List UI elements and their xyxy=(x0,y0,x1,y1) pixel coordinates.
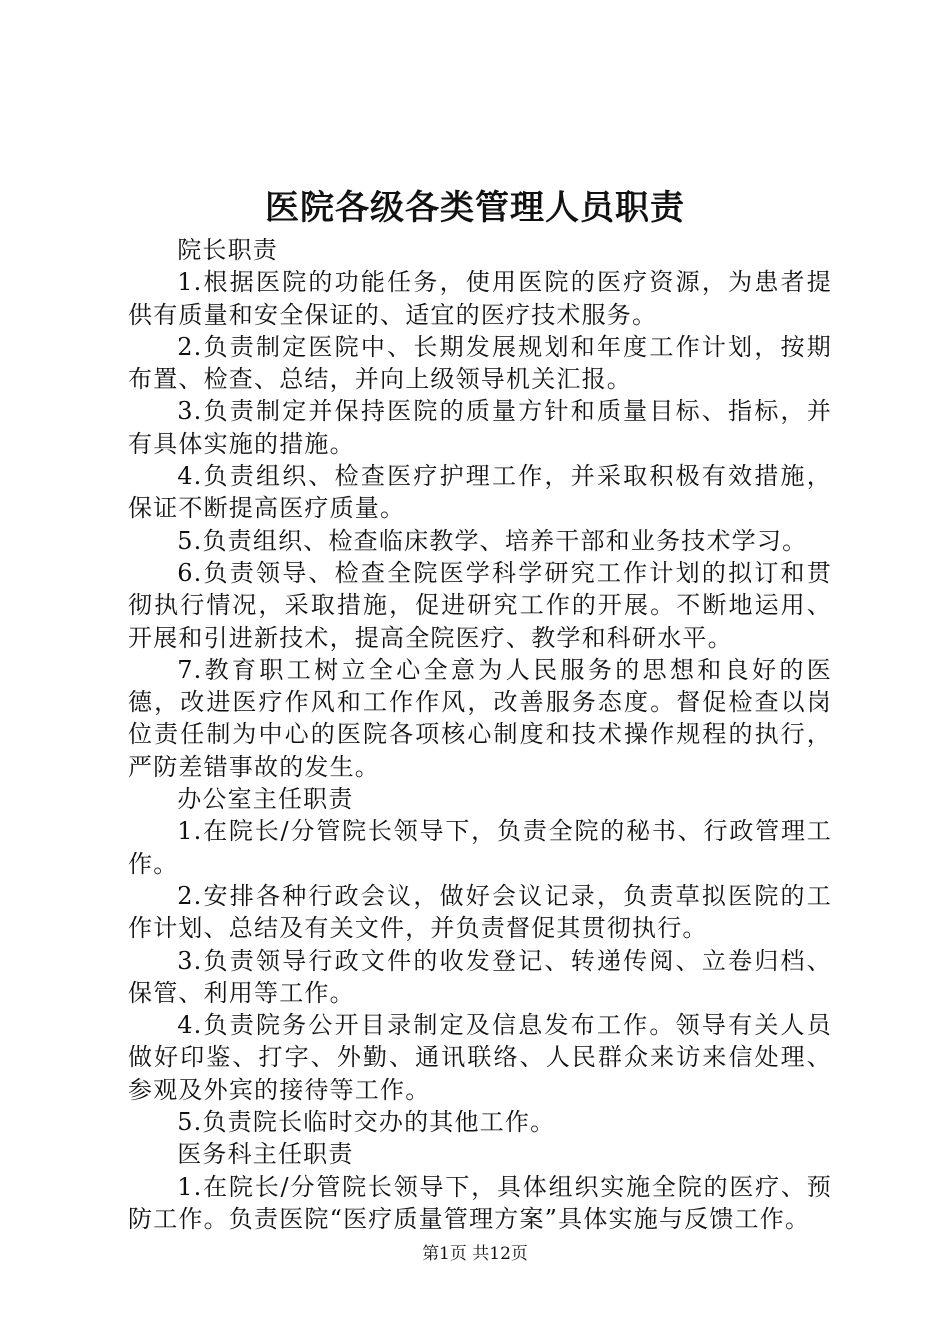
document-title: 医院各级各类管理人员职责 xyxy=(265,188,685,228)
paragraph: 2.负责制定医院中、长期发展规划和年度工作计划，按期布置、检查、总结，并向上级领导机关汇报。 xyxy=(128,332,832,394)
section-heading-medical-affairs-director: 医务科主任职责 xyxy=(177,1140,354,1169)
paragraph: 1.根据医院的功能任务，使用医院的医疗资源，为患者提供有质量和安全保证的、适宜的医疗技术服务。 xyxy=(128,268,832,329)
paragraph: 1.在院长/分管院长领导下，负责全院的秘书、行政管理工作。 xyxy=(128,817,832,878)
page-number-footer: 第1页 共12页 xyxy=(422,1244,528,1264)
paragraph: 4.负责组织、检查医疗护理工作，并采取积极有效措施，保证不断提高医疗质量。 xyxy=(128,462,832,523)
section-heading-office-director: 办公室主任职责 xyxy=(177,785,354,814)
paragraph: 1.在院长/分管院长领导下，具体组织实施全院的医疗、预防工作。负责医院“医疗质量管理方案”具体实施与反馈工作。 xyxy=(128,1172,832,1233)
paragraph: 3.负责制定并保持医院的质量方针和质量目标、指标，并有具体实施的措施。 xyxy=(128,397,832,458)
paragraph: 2.安排各种行政会议，做好会议记录，负责草拟医院的工作计划、总结及有关文件，并负责督促其贯彻执行。 xyxy=(128,881,832,943)
section-heading-president: 院长职责 xyxy=(177,236,278,264)
paragraph: 5.负责院长临时交办的其他工作。 xyxy=(177,1108,556,1137)
paragraph: 4.负责院务公开目录制定及信息发布工作。领导有关人员做好印鉴、打字、外勤、通讯联络、人民群众来访来信处理、参观及外宾的接待等工作。 xyxy=(128,1011,832,1104)
paragraph: 6.负责领导、检查全院医学科学研究工作计划的拟订和贯彻执行情况，采取措施，促进研究工作的开展。不断地运用、开展和引进新技术，提高全院医疗、教学和科研水平。 xyxy=(128,558,832,652)
paragraph: 7.教育职工树立全心全意为人民服务的思想和良好的医德，改进医疗作风和工作作风，改善服务态度。督促检查以岗位责任制为中心的医院各项核心制度和技术操作规程的执行，严防差错事故的发生。 xyxy=(128,655,832,781)
paragraph: 5.负责组织、检查临床教学、培养干部和业务技术学习。 xyxy=(177,526,808,555)
document-body xyxy=(128,234,832,1235)
paragraph: 3.负责领导行政文件的收发登记、转递传阅、立卷归档、保管、利用等工作。 xyxy=(128,946,832,1007)
